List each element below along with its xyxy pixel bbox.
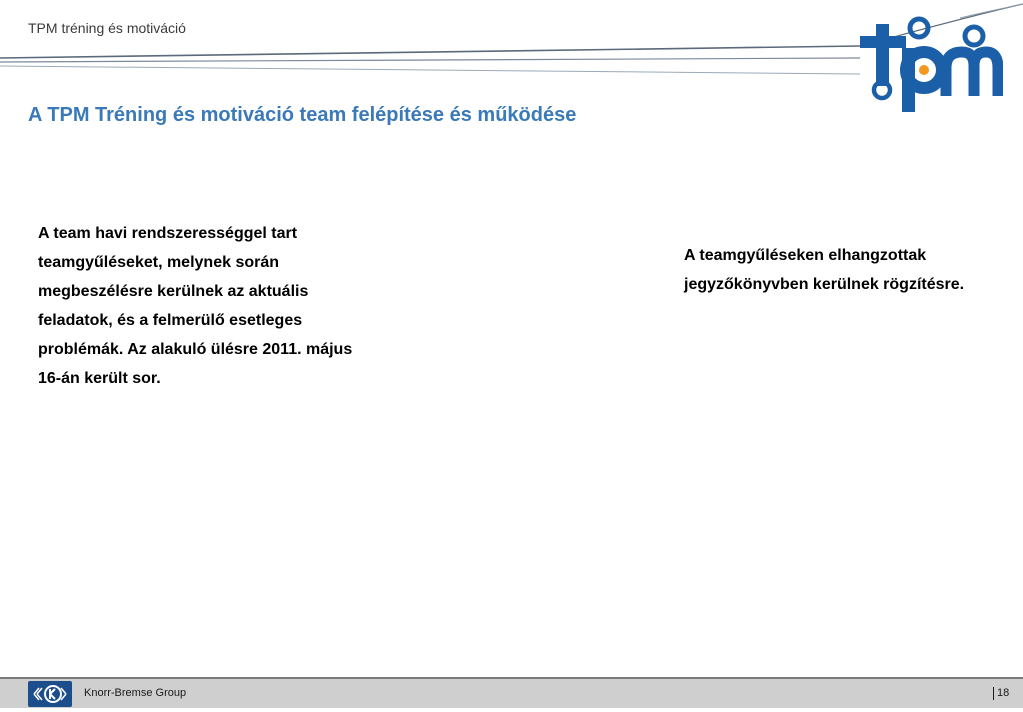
footer-bar — [0, 679, 1023, 708]
page-number: 18 — [997, 687, 1010, 699]
footer-company-name: Knorr-Bremse Group — [84, 687, 187, 699]
body-text-right: A teamgyűléseken elhangzottak jegyzőkönyvben kerülnek rögzítésre. — [684, 247, 965, 293]
tpm-logo — [858, 14, 1003, 114]
page-number-separator — [993, 687, 994, 700]
knorr-bremse-logo-icon — [28, 681, 72, 707]
header-label: TPM tréning és motiváció — [28, 20, 186, 36]
slide-title: A TPM Tréning és motiváció team felépítése és működése — [28, 104, 577, 126]
body-text-left: A team havi rendszerességgel tart teamgyűléseket, melynek során megbeszélésre kerülnek az aktuális feladatok, és a felmerülő esetleges problémák. Az alakuló ülésre 2011. május 16-án került sor. — [38, 225, 353, 387]
